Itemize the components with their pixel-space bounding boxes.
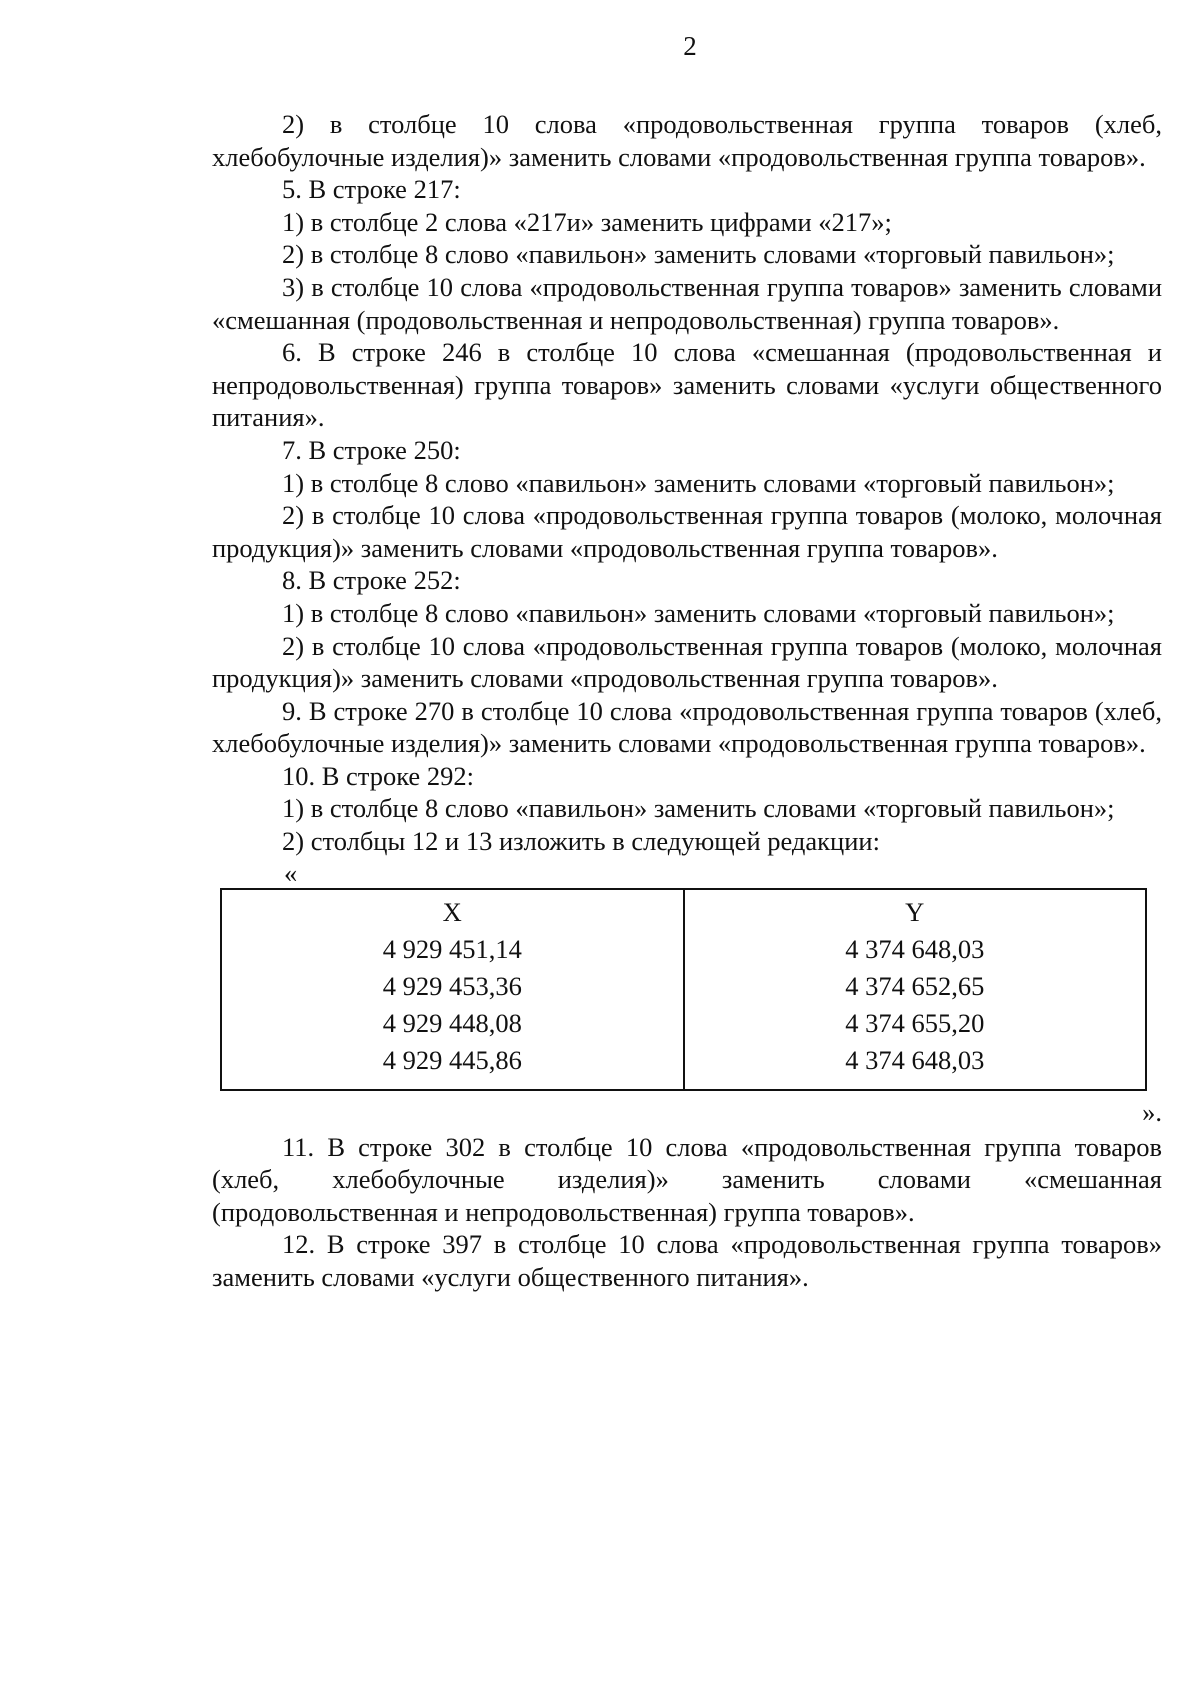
table-header-y: Y	[905, 896, 925, 927]
table-cell: 4 929 445,86	[382, 1044, 522, 1075]
paragraph: 2) столбцы 12 и 13 изложить в следующей редакции:	[282, 826, 880, 857]
table-cell: 4 374 648,03	[845, 933, 985, 964]
table-cell: 4 374 648,03	[845, 1044, 985, 1075]
quote-close: ».	[1142, 1096, 1162, 1127]
quote-open: «	[284, 857, 298, 888]
paragraph: 5. В строке 217:	[282, 174, 461, 205]
paragraph: 1) в столбце 8 слово «павильон» заменить словами «торговый павильон»;	[282, 467, 1115, 498]
paragraph: 1) в столбце 8 слово «павильон» заменить словами «торговый павильон»;	[282, 793, 1115, 824]
paragraph: 12. В строке 397 в столбце 10 слова «продовольственная группа товаров» заменить словами «услуги общественного питания».	[212, 1229, 1162, 1293]
coordinates-table	[220, 888, 1147, 1091]
paragraph: 11. В строке 302 в столбце 10 слова «продовольственная группа товаров (хлеб, хлебобулочные изделия)» заменить словами «смешанная (продовольственная и непродовольственная) группа товаров».	[212, 1131, 1162, 1227]
page-number: 2	[683, 31, 697, 61]
paragraph: 8. В строке 252:	[282, 565, 461, 596]
paragraph: 6. В строке 246 в столбце 10 слова «смешанная (продовольственная и непродовольственная) группа товаров» заменить словами «услуги общественного питания».	[212, 337, 1162, 433]
paragraph: 9. В строке 270 в столбце 10 слова «продовольственная группа товаров (хлеб, хлебобулочные изделия)» заменить словами «продовольственная группа товаров».	[212, 695, 1162, 759]
paragraph: 10. В строке 292:	[282, 760, 474, 791]
paragraph: 2) в столбце 10 слова «продовольственная группа товаров (молоко, молочная продукция)» заменить словами «продовольственная группа товаров».	[212, 500, 1162, 563]
table-cell: 4 929 453,36	[382, 970, 522, 1001]
document-body	[212, 108, 1162, 1294]
table-cell: 4 929 448,08	[382, 1007, 522, 1038]
paragraph: 3) в столбце 10 слова «продовольственная группа товаров» заменить словами «смешанная (продовольственная и непродовольственная) группа товаров».	[212, 271, 1162, 335]
table-header-row	[221, 889, 1146, 1090]
table-cell: 4 929 451,14	[382, 933, 522, 964]
table-column-x	[221, 889, 684, 1090]
paragraph: 2) в столбце 8 слово «павильон» заменить словами «торговый павильон»;	[282, 239, 1115, 270]
paragraph: 2) в столбце 10 слова «продовольственная группа товаров (молоко, молочная продукция)» заменить словами «продовольственная группа товаров».	[212, 630, 1162, 694]
table-cell: 4 374 655,20	[845, 1007, 985, 1038]
paragraph: 1) в столбце 2 слова «217и» заменить цифрами «217»;	[282, 206, 892, 237]
table-cell: 4 374 652,65	[845, 970, 985, 1001]
table-column-y	[684, 889, 1147, 1090]
table-header-x: X	[442, 896, 462, 927]
paragraph: 1) в столбце 8 слово «павильон» заменить словами «торговый павильон»;	[282, 597, 1115, 628]
paragraph: 7. В строке 250:	[282, 434, 461, 465]
paragraph: 2) в столбце 10 слова «продовольственная группа товаров (хлеб, хлебобулочные изделия)» заменить словами «продовольственная группа товаров».	[212, 109, 1162, 172]
